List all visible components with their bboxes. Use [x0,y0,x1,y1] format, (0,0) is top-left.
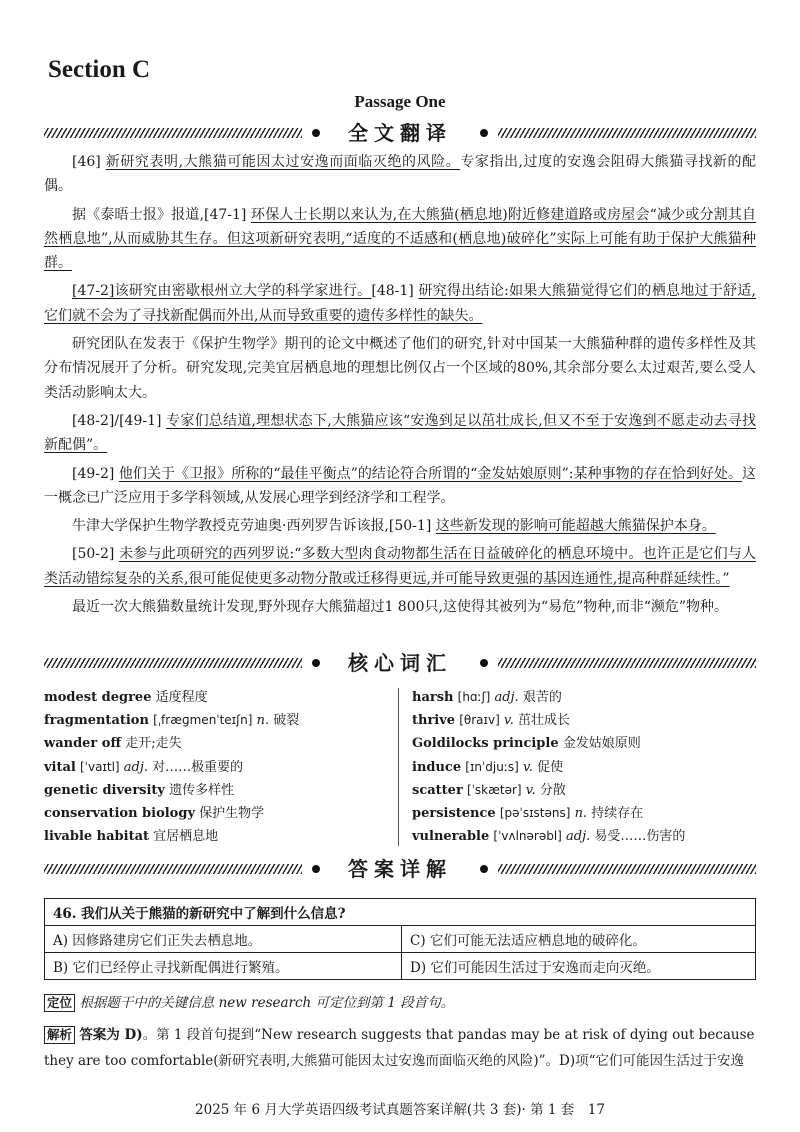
vocab-item: vulnerable [ˈvʌlnərəbl] adj. 易受……伤害的 [412,829,686,845]
question-tag: [49-2] [72,465,115,482]
section-title: Section C [48,56,151,83]
vocab-item: vital [ˈvaɪtl] adj. 对……极重要的 [44,759,244,775]
vocab-item: fragmentation [ˌfræɡmenˈteɪʃn] n. 破裂 [44,713,300,729]
paragraph-text: 牛津大学保护生物学教授克劳迪奥·西列罗告诉该报,[50-1] [72,518,432,535]
banner-stripe-right [498,128,756,138]
banner-bullet-icon [480,659,488,667]
vocab-column-left [44,686,384,848]
banner-vocabulary [44,650,756,676]
paragraph-text: 这一概念已广泛应用于多学科领域,从发展心理学到经济学和工程学。 [44,465,757,506]
underlined-sentence: [47-2]该研究由密歇根州立大学的科学家进行。 [72,283,372,300]
underlined-sentence: 这些新发现的影响可能超越大熊猫保护本身。 [435,518,716,535]
banner-stripe-right [498,658,756,668]
vocab-item: modest degree 适度程度 [44,690,208,705]
underlined-sentence: 专家们总结道,理想状态下,大熊猫应该“安逸到足以茁壮成长,但又不至于安逸到不愿走动去寻找新配偶”。 [44,412,756,454]
vocab-column-right [412,686,756,848]
vocab-item: Goldilocks principle 金发姑娘原则 [412,736,641,752]
locate-text: 根据题干中的关键信息 new research 可定位到第 1 段首句。 [79,995,455,1011]
page-footer: 2025 年 6 月大学英语四级考试真题答案详解(共 3 套)· 第 1 套 17 [195,1102,605,1118]
banner-bullet-icon [480,865,488,873]
translation-body [44,150,756,619]
banner-title: 核心词汇 [348,651,452,675]
banner-translation [44,120,756,146]
locate-tag: 定位 [44,994,75,1012]
underlined-sentence: 未参与此项研究的西列罗说:“多数大型肉食动物都生活在日益破碎化的栖息环境中。也许正是它们与人类活动错综复杂的关系,很可能促使更多动物分散或迁移得更远,并可能导致更强的基因连通性,提高种群延续性。” [44,546,757,587]
vocab-item: harsh [hɑːʃ] adj. 艰苦的 [412,690,562,705]
vocab-item: wander off 走开;走失 [44,736,182,752]
vocab-item: scatter [ˈskætər] v. 分散 [412,782,566,798]
translation-paragraph: 研究团队在发表于《保护生物学》期刊的论文中概述了他们的研究,针对中国某一大熊猫种群的遗传多样性及其分布情况展开了分析。研究发现,完美宜居栖息地的理想比例仅占一个区域的80%,其余部分要么太过艰苦,要么受人类活动影响太大。 [44,336,756,401]
question-tag: [48-1] [371,283,414,300]
option-a: A) 因修路建房它们正失去栖息地。 [45,926,402,953]
vocab-item: induce [ɪnˈdjuːs] v. 促使 [412,759,564,775]
vocab-item: genetic diversity 遗传多样性 [44,782,235,798]
question-tag: [48-2]/[49-1] [72,412,162,429]
translation-paragraph [44,279,756,328]
question-tag: [50-2] [72,546,115,563]
banner-title: 全文翻译 [348,121,452,145]
question-table [44,898,756,980]
underlined-sentence: 新研究表明,大熊猫可能因太过安逸而面临灭绝的风险。 [105,154,461,170]
translation-paragraph [44,542,756,591]
banner-stripe-right [498,864,756,874]
vocab-item: thrive [θraɪv] v. 茁壮成长 [412,713,571,729]
question-stem: 46. 我们从关于熊猫的新研究中了解到什么信息? [45,899,756,926]
banner-answers [44,856,756,882]
question-tag: [46] [72,154,101,170]
vocab-item: persistence [pəˈsɪstəns] n. 持续存在 [412,806,644,822]
paragraph-text: 专家指出,过度的安逸会阻碍大熊猫寻找新的配偶。 [44,154,757,195]
option-d: D) 它们可能因生活过于安逸而走向灭绝。 [402,953,756,980]
vocab-divider [398,688,399,846]
vocab-item: conservation biology 保护生物学 [44,806,265,822]
translation-paragraph [44,514,756,538]
translation-paragraph: 最近一次大熊猫数量统计发现,野外现存大熊猫超过1 800只,这使得其被列为“易危”物种,而非“濒危”物种。 [72,599,729,616]
passage-title: Passage One [354,92,446,111]
vocab-item: livable habitat 宜居栖息地 [44,829,219,845]
underlined-sentence: 研究得出结论:如果大熊猫觉得它们的栖息地过于舒适,它们就不会为了寻找新配偶而外出,从而导致重要的遗传多样性的缺失。 [44,283,756,324]
explanation-analysis [44,1022,756,1074]
answer-text: 答案为 D) [79,1027,143,1043]
translation-paragraph [44,203,756,276]
banner-bullet-icon [480,129,488,137]
paragraph-text: 据《泰晤士报》报道,[47-1] [72,206,247,223]
translation-paragraph [44,462,756,511]
option-c: C) 它们可能无法适应栖息地的破碎化。 [402,926,756,953]
option-b: B) 它们已经停止寻找新配偶进行繁殖。 [45,953,402,980]
underlined-sentence: 环保人士长期以来认为,在大熊猫(栖息地)附近修建道路或房屋会“减少或分割其自然栖息地”,从而威胁其生存。但这项新研究表明,“适度的不适感和(栖息地)破碎化”实际上可能有助于保护大熊猫种群。 [44,206,757,272]
banner-title: 答案详解 [348,857,452,881]
analysis-tag: 解析 [44,1026,75,1044]
explanation-locate [44,990,756,1016]
translation-paragraph [44,409,756,458]
underlined-sentence: 他们关于《卫报》所称的“最佳平衡点”的结论符合所谓的“金发姑娘原则”:某种事物的存在恰到好处。 [118,465,743,482]
translation-paragraph [44,150,756,199]
analysis-text: 。第 1 段首句提到“New research suggests that pandas may be at risk of dying out because they are too comfortable(新研究表明,大熊猫可能因太过安逸而面临灭绝的风险)”。D)项“它们可能因生活过于安逸 [44,1027,755,1069]
